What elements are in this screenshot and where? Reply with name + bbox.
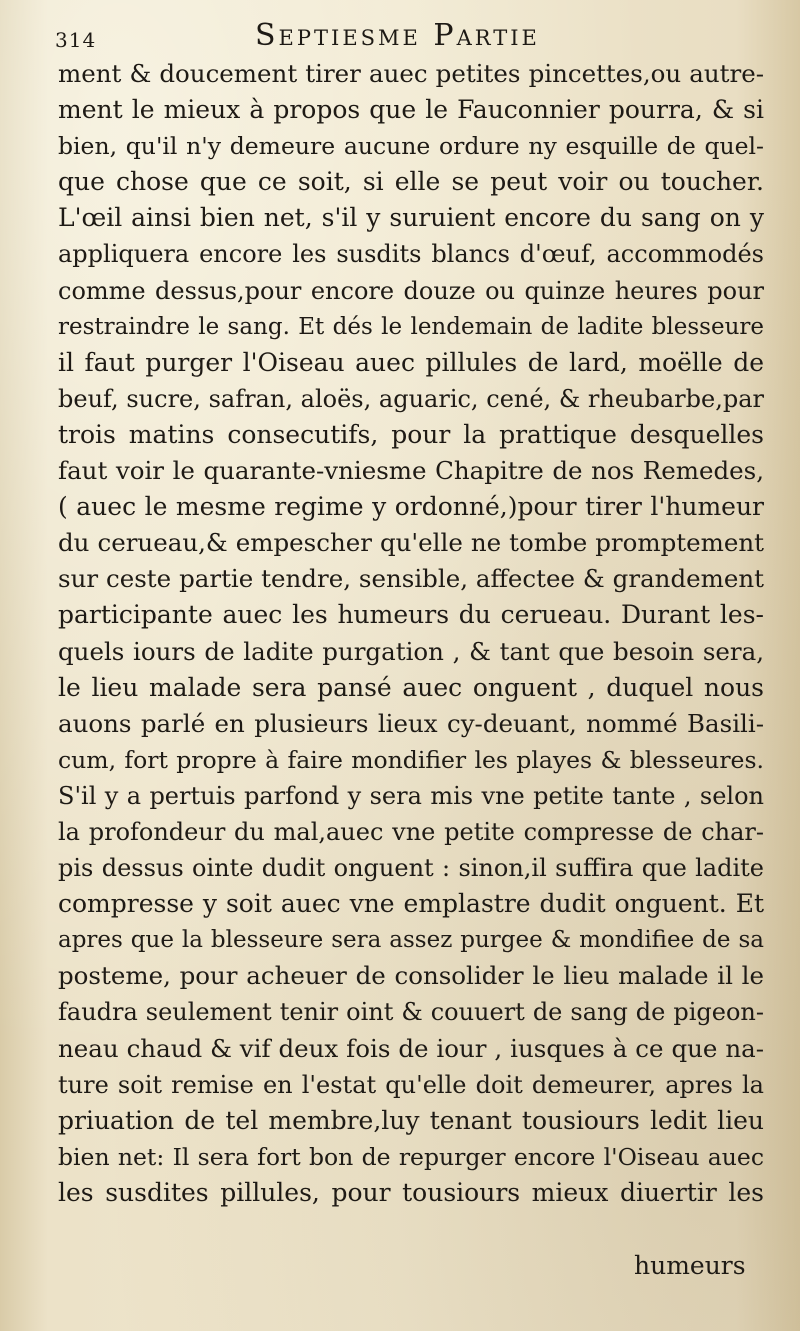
text-line: bien, qu'il n'y demeure aucune ordure ny esquille de quel- xyxy=(58,132,764,161)
text-line: le lieu malade sera pansé auec onguent , duquel nous xyxy=(58,672,764,702)
text-line: quels iours de ladite purgation , & tant que besoin sera, xyxy=(58,636,764,666)
catchword: humeurs xyxy=(634,1251,746,1280)
text-line: posteme, pour acheuer de consolider le lieu malade il le xyxy=(58,961,764,991)
text-line: appliquera encore les susdits blancs d'œuf, accommodés xyxy=(58,240,764,269)
text-line: cum, fort propre à faire mondifier les playes & blesseures. xyxy=(58,745,764,774)
text-line: les susdites pillules, pour tousiours mieux diuertir les xyxy=(58,1177,764,1207)
text-line: sur ceste partie tendre, sensible, affectee & grandement xyxy=(58,564,764,594)
page-number: 314 xyxy=(55,28,97,52)
text-line: du cerueau,& empescher qu'elle ne tombe promptement xyxy=(58,528,764,558)
body-text xyxy=(58,56,764,1211)
text-line: ment & doucement tirer auec petites pincettes,ou autre- xyxy=(58,59,764,88)
text-line: beuf, sucre, safran, aloës, aguaric, cené, & rheubarbe,par xyxy=(58,384,764,413)
text-line: participante auec les humeurs du cerueau. Durant les- xyxy=(58,600,764,630)
text-line: comme dessus,pour encore douze ou quinze heures pour xyxy=(58,276,764,305)
text-line: L'œil ainsi bien net, s'il y suruient encore du sang on y xyxy=(58,203,764,233)
text-line: S'il y a pertuis parfond y sera mis vne petite tante , selon xyxy=(58,781,764,810)
running-head: Septiesme Partie xyxy=(255,18,540,53)
text-line: priuation de tel membre,luy tenant tousiours ledit lieu xyxy=(58,1105,764,1135)
text-line: restraindre le sang. Et dés le lendemain de ladite blesseure xyxy=(58,313,764,340)
text-line: faut voir le quarante-vniesme Chapitre de nos Remedes, xyxy=(58,456,764,486)
text-line: apres que la blesseure sera assez purgee & mondifiee de sa xyxy=(58,927,764,954)
text-line: la profondeur du mal,auec vne petite compresse de char- xyxy=(58,817,764,846)
text-line: il faut purger l'Oiseau auec pillules de lard, moëlle de xyxy=(58,347,764,377)
text-line: pis dessus ointe dudit onguent : sinon,il suffira que ladite xyxy=(58,854,764,883)
text-line: faudra seulement tenir oint & couuert de sang de pigeon- xyxy=(58,998,764,1027)
text-line: ( auec le mesme regime y ordonné,)pour tirer l'humeur xyxy=(58,492,764,522)
text-line: trois matins consecutifs, pour la prattique desquelles xyxy=(58,419,764,449)
text-line: bien net: Il sera fort bon de repurger encore l'Oiseau auec xyxy=(58,1142,764,1171)
text-line: ture soit remise en l'estat qu'elle doit demeurer, apres la xyxy=(58,1070,764,1099)
page-header xyxy=(55,18,755,58)
text-line: ment le mieux à propos que le Fauconnier pourra, & si xyxy=(58,95,764,125)
text-line: compresse y soit auec vne emplastre dudit onguent. Et xyxy=(58,889,764,919)
text-line: que chose que ce soit, si elle se peut voir ou toucher. xyxy=(58,167,764,197)
text-line: auons parlé en plusieurs lieux cy-deuant, nommé Basili- xyxy=(58,708,764,738)
text-line: neau chaud & vif deux fois de iour , iusques à ce que na- xyxy=(58,1033,764,1063)
